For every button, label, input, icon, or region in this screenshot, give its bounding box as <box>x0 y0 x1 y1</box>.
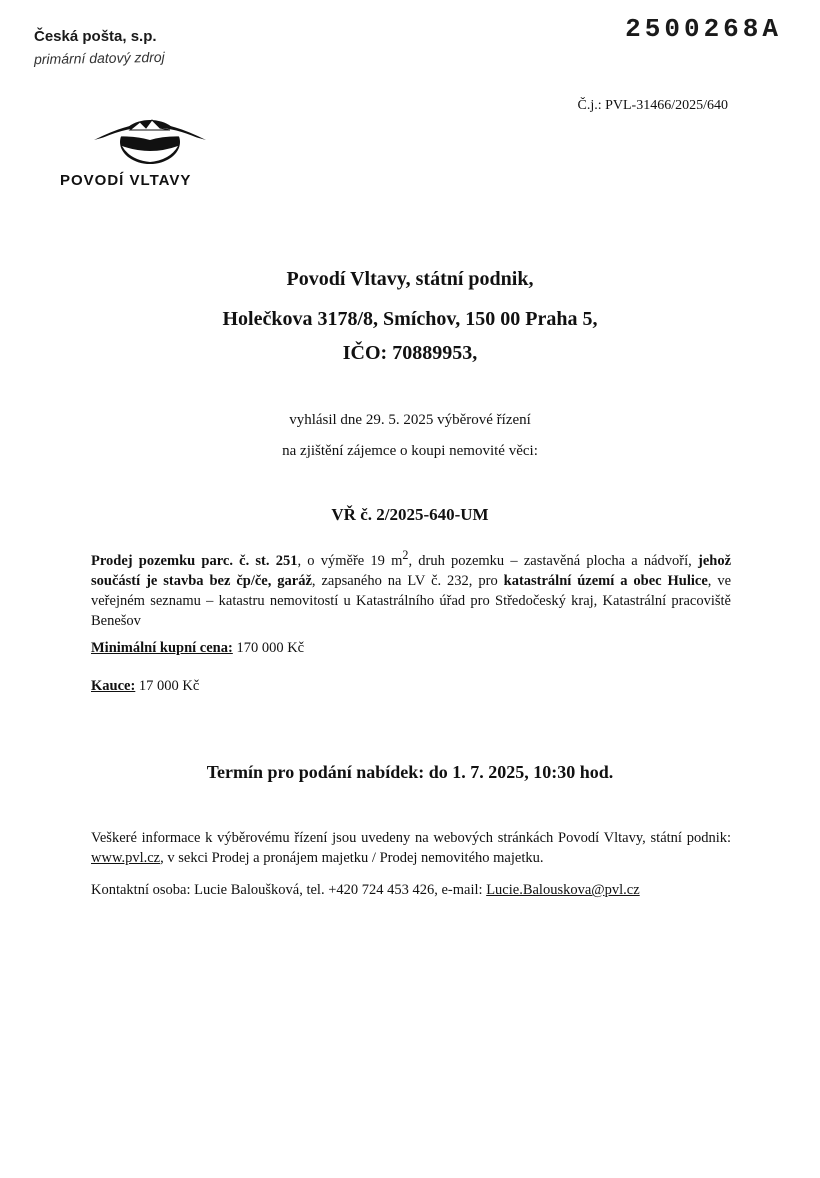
deposit <box>91 676 731 696</box>
submission-deadline: Termín pro podání nabídek: do 1. 7. 2025, 10:30 hod. <box>206 762 614 782</box>
contact-line <box>91 880 731 900</box>
desc-territory: katastrální území a obec Hulice <box>503 572 708 589</box>
min-price <box>91 638 731 658</box>
org-ico: IČO: 70889953, <box>342 342 478 364</box>
stamp-name: Česká pošta, s.p. <box>34 28 157 45</box>
desc-parcel: Prodej pozemku parc. č. st. 251 <box>91 552 298 569</box>
deposit-value: 17 000 Kč <box>135 678 200 694</box>
registration-number: 2500268A <box>625 14 782 44</box>
desc-registry: , ve veřejném seznamu – katastru nemovitostí u Katastrálního úřad pro Středočeský kraj, Katastrální pracoviště Benešov <box>91 572 732 629</box>
info-text-2: , v sekci Prodej a pronájem majetku / Prodej nemovitého majetku. <box>160 850 544 866</box>
org-name: Povodí Vltavy, státní podnik, <box>286 268 534 290</box>
deposit-label: Kauce: <box>91 678 136 694</box>
info-text-1: Veškeré informace k výběrovému řízení jsou uvedeny na webových stránkách Povodí Vltavy, státní podnik: <box>91 830 731 846</box>
contact-email-link[interactable]: Lucie.Balouskova@pvl.cz <box>486 882 640 898</box>
min-price-label: Minimální kupní cena: <box>91 640 233 656</box>
desc-type: , druh pozemku – zastavěná plocha a nádvoří, <box>408 552 698 569</box>
info-paragraph <box>91 828 731 868</box>
desc-area: , o výměře 19 m <box>297 552 403 569</box>
min-price-value: 170 000 Kč <box>232 640 305 656</box>
announcement-line-1: vyhlásil dne 29. 5. 2025 výběrové řízení <box>289 412 531 428</box>
desc-lv: , zapsaného na LV č. 232, pro <box>311 572 504 589</box>
reference-number: Č.j.: PVL-31466/2025/640 <box>577 98 728 113</box>
org-address: Holečkova 3178/8, Smíchov, 150 00 Praha 5, <box>222 308 598 330</box>
logo-text: POVODÍ VLTAVY <box>60 172 192 189</box>
property-description <box>91 545 731 631</box>
contact-text: Kontaktní osoba: Lucie Baloušková, tel. +420 724 453 426, e-mail: <box>91 882 487 898</box>
tender-id: VŘ č. 2/2025-640-UM <box>331 505 489 524</box>
announcement-line-2: na zjištění zájemce o koupi nemovité věci: <box>282 443 538 459</box>
website-link[interactable]: www.pvl.cz <box>91 850 161 866</box>
desc-building: jehož součástí je stavba bez čp/če, garáž <box>91 552 731 589</box>
stamp-source: primární datový zdroj <box>33 48 165 68</box>
desc-area-sup: 2 <box>402 548 409 562</box>
